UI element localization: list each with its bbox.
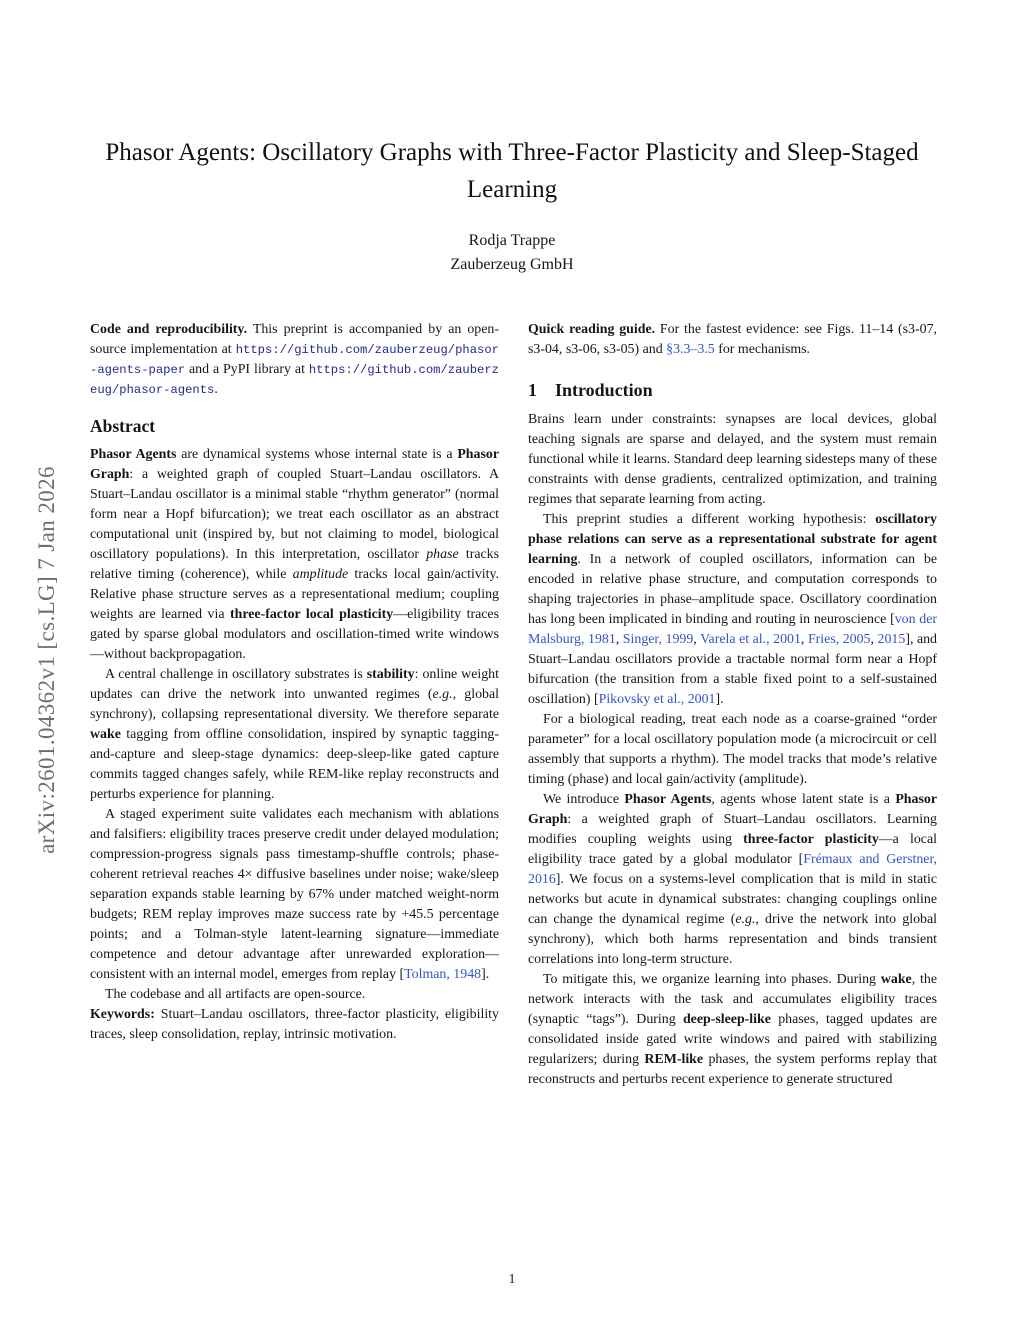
abstract-heading: Abstract xyxy=(90,416,156,436)
section-heading-introduction xyxy=(528,380,937,400)
section-title: Introduction xyxy=(555,380,653,400)
right-column xyxy=(528,320,937,1090)
intro-paragraph-4: We introduce Phasor Agents, agents whose latent state is a Phasor Graph: a weighted graph of Stuart–Landau oscillators. Learning modifies coupling weights using three-factor plasticity—a local eligibility trace gated by a global modulator [Frémaux and Gerstner, 2016]. We focus on a systems-level complication that is mild in static networks but acute in dynamical substrates: changing couplings online can change the dynamical regime (e.g., drive the network into global synchrony), which both harms representation and binds transient correlations into long-term structure. xyxy=(528,792,937,967)
citation-tolman-1948[interactable]: Tolman, 1948 xyxy=(404,967,482,982)
code-availability-paragraph: Code and reproducibility. This preprint is accompanied by an open-source implementation at https://github.com/zauberzeug/phasor-agents-paper and a PyPI library at https://github.com/zauberzeug/phasor-agents. xyxy=(90,322,499,397)
paper-repo-link[interactable]: https://github.com/zauberzeug/phasor-agents-paper xyxy=(90,343,499,377)
quick-reading-guide-paragraph: Quick reading guide. For the fastest evidence: see Figs. 11–14 (s3-07, s3-04, s3-06, s3-05) and §3.3–3.5 for mechanisms. xyxy=(528,322,937,357)
intro-paragraph-2: This preprint studies a different working hypothesis: oscillatory phase relations can serve as a representational substrate for agent learning. In a network of coupled oscillators, information can be encoded in relative phase structure, and computation corresponds to shaping trajectories in phase–amplitude space. Oscillatory coordination has long been implicated in binding and routing in neuroscience [von der Malsburg, 1981, Singer, 1999, Varela et al., 2001, Fries, 2005, 2015], and Stuart–Landau oscillators provide a tractable normal form near a Hopf bifurcation (the transition from a stable fixed point to a self-sustained oscillation) [Pikovsky et al., 2001]. xyxy=(528,512,938,707)
author-block xyxy=(92,229,932,277)
abstract-paragraph-2: A central challenge in oscillatory substrates is stability: online weight updates can drive the network into unwanted regimes (e.g., global synchrony), collapsing representational diversity. We therefore separate wake tagging from offline consolidation, inspired by synaptic tagging-and-capture and sleep-stage dynamics: deep-sleep-like gated capture commits tagged changes safely, while REM-like replay reconstructs and perturbs experience for planning. xyxy=(90,667,500,802)
author-affiliation: Zauberzeug GmbH xyxy=(450,256,574,273)
citation-von-der-malsburg-1981[interactable]: von der Malsburg, 1981 xyxy=(528,612,938,647)
intro-paragraph-5: To mitigate this, we organize learning into phases. During wake, the network interacts with the task and accumulates eligibility traces (synaptic “tags”). During deep-sleep-like phases, tagged updates are consolidated inside gated write windows and paired with stabilizing regularizers; during REM-like phases, the system performs replay that reconstructs and perturbs recent experience to generate structured xyxy=(528,972,938,1087)
citation-pikovsky-2001[interactable]: Pikovsky et al., 2001 xyxy=(598,692,716,707)
arxiv-watermark: arXiv:2601.04362v1 [cs.LG] 7 Jan 2026 xyxy=(34,466,59,854)
keywords-paragraph: Keywords: Stuart–Landau oscillators, three-factor plasticity, eligibility traces, sleep consolidation, replay, intrinsic motivation. xyxy=(90,1007,499,1042)
abstract-paragraph-1: Phasor Agents are dynamical systems whose internal state is a Phasor Graph: a weighted graph of coupled Stuart–Landau oscillators. A Stuart–Landau oscillator is a minimal stable “rhythm generator” (normal form near a Hopf bifurcation); we treat each oscillator as an abstract computational unit (inspired by, but not claiming to model, biological oscillatory populations). In this interpretation, oscillator phase tracks relative timing (coherence), while amplitude tracks local gain/activity. Relative phase structure serves as a representational medium; coupling weights are learned via three-factor local plasticity—eligibility traces gated by sparse global modulators and oscillation-timed write windows—without backpropagation. xyxy=(90,447,499,662)
section-ref-link[interactable]: §3.3–3.5 xyxy=(666,342,715,357)
page-number: 1 xyxy=(508,1271,516,1286)
citation-singer-1999[interactable]: Singer, 1999 xyxy=(622,632,694,647)
section-number: 1 xyxy=(528,380,537,400)
citation-fremaux-gerstner-2016[interactable]: Frémaux and Gerstner, 2016 xyxy=(528,852,937,887)
citation-varela-2001[interactable]: Varela et al., 2001 xyxy=(700,632,801,647)
abstract-paragraph-3: A staged experiment suite validates each mechanism with ablations and falsifiers: eligibility traces preserve credit under delayed modulation; compression-progress signals pass timestamp-shuffle controls; phase-coherent retrieval reaches 4× diffusive baselines under noise; wake/sleep separation expands stable learning by 67% under matched weight-norm budgets; REM replay improves maze success rate by +45.5 percentage points; and a Tolman-style latent-learning signature—immediate competence and detour advantage after unrewarded exploration—consistent with an internal model, emerges from replay [Tolman, 1948]. xyxy=(90,807,499,982)
intro-paragraph-1: Brains learn under constraints: synapses are local devices, global teaching signals are sparse and delayed, and the system must remain functional while it learns. Standard deep learning sidesteps many of these constraints with dense gradients, centralized optimization, and training regimes that separate learning from acting. xyxy=(528,412,937,507)
paper-title: Phasor Agents: Oscillatory Graphs with Three-Factor Plasticity and Sleep-Staged Learning xyxy=(105,139,919,203)
citation-fries-2015[interactable]: 2015 xyxy=(877,632,906,647)
pypi-repo-link[interactable]: https://github.com/zauberzeug/phasor-agents xyxy=(90,363,499,397)
left-column xyxy=(90,320,499,1045)
author-name: Rodja Trappe xyxy=(468,232,556,249)
intro-paragraph-3: For a biological reading, treat each node as a coarse-grained “order parameter” for a local oscillatory population mode (a microcircuit or cell assembly that supports a rhythm). The model tracks that mode’s relative timing (phase) and local gain/activity (amplitude). xyxy=(528,712,937,787)
page-footer xyxy=(0,1271,1024,1287)
abstract-paragraph-4: The codebase and all artifacts are open-source. xyxy=(105,987,366,1002)
citation-fries-2005[interactable]: Fries, 2005 xyxy=(807,632,871,647)
